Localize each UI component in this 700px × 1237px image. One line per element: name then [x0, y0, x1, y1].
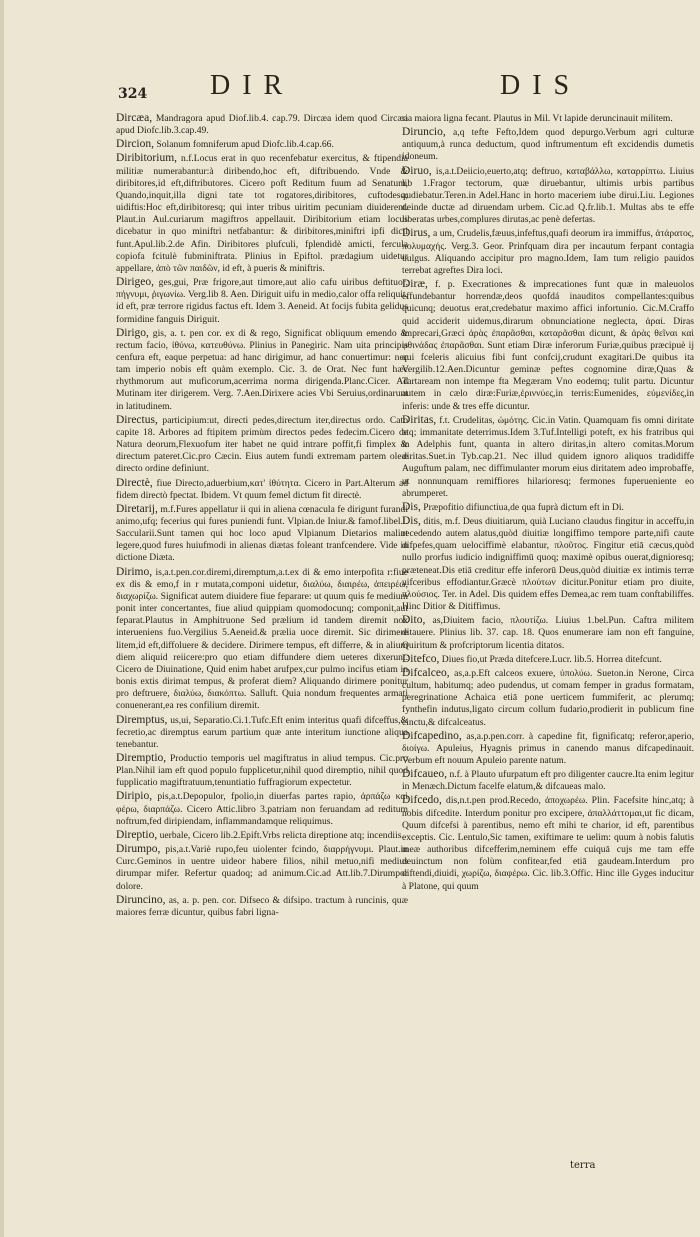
- dictionary-entry: [402, 165, 694, 227]
- dictionary-entry: [402, 768, 694, 793]
- entry-text: Solanum fomniferum apud Diofc.lib.4.cap.66.: [156, 139, 334, 151]
- entry-text: ditis, m.f. Deus diuitiarum, quià Luciano claudus fingitur in acceffu,in recedendo autem alatus,quòd diuitiæ longiffimo tempore parte,nifi caute difpefes,quam uelociffimè elabantur, πλοῦτος. Fingitur etiā cæcus,quòd nullo prorfus iudicio indigniffimū quoq; maximè opibus ouerat,dignioresq; præteneat.Dis etiā creditur effe inferorū Deus,quòd diuitiæ ex intimis terræ uifceribus effodiantur.Græcè πλούτων dicitur.Ponitur etiam pro diuite, πλούσιος. Ter. in Adel. Dis quidem effes Demea,ac rem tuam conftabiliffes. Hinc Ditior & Ditiffimus.: [402, 516, 694, 613]
- entry-headword: Direptio,: [116, 828, 158, 841]
- dictionary-entry: [116, 503, 408, 565]
- page-header: [0, 70, 700, 110]
- entry-text: ges,gui, Præ frigore,aut timore,aut alio cafu uiribus deftituor, πήγνυμι, ῥιγωνίω. Verg.lib 8. Aen. Diriguit uifu in medio,calor offa reliquit, id eft, præ terrore rigidus factus eft. Idem 3. Aeneid. At focijs fubita gelidus formidine fanguis Diriguit.: [116, 277, 408, 325]
- dictionary-entry: [116, 752, 408, 789]
- dictionary-entry: [116, 477, 408, 502]
- dictionary-entry: [116, 112, 408, 137]
- dictionary-entry: [402, 112, 694, 125]
- entry-headword: Dircæa,: [116, 112, 153, 124]
- entry-headword: Dirimo,: [116, 565, 153, 578]
- dictionary-entry: [402, 667, 694, 729]
- entry-headword: Difcedo,: [402, 794, 442, 807]
- entry-text: as,a.p.pen.corr. à capedine fit, fignificatq; referor,aperio, διοίγω. Apuleius, Hyagnis primus in canendo manus difcapedinauit. Verbum eft nouum Apuleio parente natum.: [402, 730, 694, 766]
- dictionary-entry: [402, 227, 694, 277]
- dictionary-entry: [116, 829, 408, 842]
- dictionary-entry: [402, 278, 694, 413]
- entry-text: is,a.t.Deiicio,euerto,atq; deftruo, καταβάλλω, καταρρίπτω. Liuius lib 1.Fragor tectorum, quæ diruebantur, ultimis urbis partibus audiebatur.Teren.in Adel.Hanc in horto maceriem iube dirui.Liu. Legiones deinde ductæ ad diruendam urbem. Cic.ad Q.fr.lib.1. Multas abs te effe liberatas urbes,complures dirutas,ac penè defertas.: [402, 165, 694, 226]
- entry-headword: Directè,: [116, 476, 153, 489]
- dictionary-entry: [116, 327, 408, 413]
- entry-headword: Dis,: [402, 515, 421, 527]
- entry-text: uerbale, Cicero lib.2.Epift.Vrbs relicta direptione atq; incendiis.: [159, 829, 404, 841]
- entry-text: a um, Crudelis,fæuus,infeftus,quafi deorum ira immiffus, ἀτάρατος, πολυμαχής. Verg.3. Geor. Prinfquam dira per incautum ferpant contagia uulgus. Aliquando accipitur pro magno.Idem, Iam tum religio pauidos terrebat agreftes Dira loci.: [402, 228, 694, 276]
- entry-text: participium:ut, directi pedes,directum iter,directus ordo. Cato capite 18. Arbores ad ftipitem primùm directos pedes fedecim.Cicero de Natura deorum,Flexuofum iter habet ne quid intrare poffit,fi fimplex & directum pateret.Cic.pro Cæcin. Eius autem fundi extremam partem oleæ directo ordine definiunt.: [116, 414, 408, 475]
- entry-text: pis,a.t.Depopulor, fpolio,in diuerfas partes rapio, ἀρπάζω καὶ φέρω, διαρπάζω. Cicero Attic.libro 3.patriam non feruandam ad reditum noftrum,fed diripiendam, inflammandamque reliquimus.: [116, 791, 408, 827]
- entry-text: us,ui, Separatio.Ci.1.Tufc.Eft enim interitus quafi difceffus,& fecretio,ac diremptus earum partium quæ ante interitum iunctione aliqua tenebantur.: [116, 714, 408, 750]
- dictionary-entry: [116, 894, 408, 919]
- dictionary-entry: [402, 515, 694, 613]
- entry-headword: Diremptio,: [116, 751, 167, 764]
- dictionary-entry: [116, 714, 408, 751]
- entry-headword: Ditefco,: [402, 652, 440, 665]
- entry-headword: Dirigo,: [116, 326, 149, 339]
- dictionary-entry: [116, 790, 408, 827]
- entry-headword: Dircion,: [116, 138, 155, 151]
- entry-headword: Diruo,: [402, 164, 432, 177]
- left-column: [116, 112, 408, 920]
- entry-headword: Difcalceo,: [402, 666, 450, 679]
- dictionary-entry: [116, 138, 408, 151]
- running-head-left: DIR: [210, 70, 295, 101]
- entry-text: is,a.t.pen.cor.diremi,diremptum,a.t.ex di & emo interpofita r:fiue ex dis & emo,f in r mutata,componi uidetur, διαλύω, διαιρέω, ἀπειρέω, διαχωρίζω. Significat autem diuidere fiue feparare: ut quum quis fe medium ponit inter concertantes, fiue aliud quippiam quomodocunq; componit,aut feparat.Plautus in Amphitruone Sed prælium id tandem diremit nox interueniens fuo.Vergilius 5.Aeneid.& prælia uoce diremit. Sic dirimere litem,id eft,diffoluere & decidere. Dirimere tempus, eft differre, & in alium diem aliquid reiicere:pro quo etiam diffundere diem ueteres dixerunt. Cicero de Diuinatione, Quid enim habet arufpex,cur pulmo incifus etiam in bonis extis dirimat tempus, & proferat diem? Aliquando dirimere ponitur pro deftruere, διαλύω, διακόπτω. Salluft. Quia nondum frequentes armati conuenerant,ea res confilium diremit.: [116, 566, 408, 712]
- entry-headword: Diruncio,: [402, 126, 446, 139]
- dictionary-entry: [116, 566, 408, 713]
- entry-headword: Diremptus,: [116, 713, 168, 726]
- dictionary-entry: [402, 730, 694, 767]
- dictionary-entry: [402, 653, 694, 666]
- entry-headword: Dirus,: [402, 227, 431, 240]
- dictionary-entry: [402, 794, 694, 892]
- entry-headword: Diretarij,: [116, 502, 158, 515]
- entry-text: gis, a. t. pen cor. ex di & rego, Significat obliquum emendo & rectum facio, ἰθύνω, κατευθύνω. Plinius in Panegiric. Nam uita principis cenfura eft, eaque perpetua: ad hanc dirigimur, ad hanc conuertimur: nec tam imperio nobis eft quàm exemplo. Cic. 3. de Orat. Nec funt hæc rhythmorum aut muficorum,acerrima norma dirigenda.Planc.Cicer. Ad Mutinam iter dirigerem. Verg. 7.Aen.Dirixere acies Vbi Seruius,ordinarunt in latitudinem.: [116, 327, 408, 412]
- dictionary-entry: [116, 276, 408, 326]
- dictionary-entry: [402, 614, 694, 651]
- entry-headword: Diritas,: [402, 413, 437, 426]
- entry-text: as, a. p. pen. cor. Difseco & difsipo. tractum à runcinis, quæ maiores ferræ dicuntur, quibus fabri ligna-: [116, 894, 409, 918]
- page-number: 324: [118, 86, 148, 102]
- running-head-right: DIS: [500, 70, 582, 101]
- entry-text: f.t. Crudelitas, ὠμότης. Cic.in Vatin. Quamquam fis omni diritate atq; immanitate deterrimus.Idem 3.Tuf.Intelligi poteft, ex his fratribus qui in Adelphis funt, quanta in altero diritas,in altero comitas.Morum diritas.Suet.in Tyb.cap.21. Nec illud quidem ignoro aliquos tradidiffe Auguftum palam, nec diffimulanter morum eius diritatem adeo improbaffe, ut nonnunquam remiffiores hilarioresq; fermones fuperueniente eo abrumperet.: [402, 414, 694, 499]
- entry-text: as,Diuitem facio, πλουτίζω. Liuius 1.bel.Pun. Caftra militem ditauere. Plinius lib. 37. cap. 18. Quos enumerare iam non eft fanguine, Quiritum & profcriptorum licentia ditatos.: [402, 615, 694, 651]
- entry-text: n.f. à Plauto ufurpatum eft pro diligenter caucre.Ita enim legitur in Menæch.Dictum facelfe elatum,& difcaueas malo.: [402, 769, 694, 793]
- entry-headword: Difcapedino,: [402, 729, 462, 742]
- right-column: [402, 112, 694, 894]
- entry-text: n.f.Locus erat in quo recenfebatur exercitus, & ftipendia militiæ numerabantur:à diribendo,hoc eft, diftribuendo. Vnde & diribitores,id eft,diftributores. Cicero poft Reditum fuum ad Senatum, Quando,inquit,illa digni tate tot rogatores,diribitores, cuftodesq; uidiftis:Hoc eft,diribitoresq; qui inter tribus uiritim pecuniam diuiderent. Plaut.in Aul.curiarum magiftros appellauit. Diribitorium etiam locus dicebatur in quo miniftri netfabantur: & diribitores,miniftri ipfi dicti funt.Apul.lib.2.de Afin. Diribitores plufculi, fplendidè amicti, fercula copiofa fcitulè fubminiftrata. Plinius in Epiftol. prædagium uidetur appellare, ἀπὸ τῶν παιδῶν, id eft, à pueris & miniftris.: [116, 153, 408, 274]
- entry-headword: Diruncino,: [116, 893, 166, 906]
- entry-text: f. p. Execrationes & imprecationes funt quæ in maleuolos effundebantur horrendæ,deos quofdá inauditos compellantes:quibus quicunq; deuotus erat,credebatur maximo affici infortunio. Cic.M.Craffo quid acciderit uidemus,dirarum obnunciatione neglecta, ἀραί. Diras imprecari,Græci ἀρὰς ἐπαρᾶσθαι, καταρᾶσθαι dicunt, & ἀρὰς θεῖναι καὶ φθινάδας ἐπαρᾶσθαι. Sunt etiam Diræ inferorum Furiæ,quibus præcipuè ij qui fceleris alicuius fibi funt confcij,crudunt exagitari.De quibus ita Vergilib.12.Aen.Dicuntur geminæ peftes cognomine diræ,Quas & Tartaream non intempe fta Megæram Vno eodemq; tulit partu. Dicuntur autem in cælo diræ:Furiæ,ἐριννύες,in terris:Eumenides, εὐμενίδες,in inferis: unde & tres effe dicuntur.: [402, 279, 694, 412]
- entry-headword: Diripio,: [116, 790, 153, 803]
- entry-text: as,a.p.Eft calceos exuere, ὑπολύω. Sueton.in Nerone, Circa cultum, habitumq; adeo pudendus, ut comam femper in gradus formatam, peregrinatione Achaica etiā pone uerticem fummiferit, ac plerumq; fynthefin indutus,ligato circum collum fudario,prodierit in publicum fine cinctu,& difcalceatus.: [402, 667, 694, 728]
- entry-text: Præpofitio difiunctiua,de qua fuprà dictum eft in Di.: [423, 501, 624, 513]
- entry-text: Diues fio,ut Præda ditefcere.Lucr. lib.5. Horrea ditefcunt.: [441, 653, 662, 665]
- entry-headword: Dirumpo,: [116, 843, 161, 856]
- entry-text: Productio temporis uel magiftratus in aliud tempus. Cic.pro Plan.Nihil iam eft quod populo fupplicetur,nihil quod diremptio, nihil quod fupplicatio magiftratuum,tenuntiatio fuffragiorum expectetur.: [116, 752, 408, 789]
- entry-headword: Dis,: [402, 500, 421, 513]
- dictionary-entry: [116, 414, 408, 476]
- entry-text: dis,n.t.pen prod.Recedo, ἀποχωρέω. Plin. Facefsite hinc,atq; à nobis difcedite. Interdum ponitur pro excipere, ἀπαλλάττομαι,ut fic dicam, Quum difcefsi à parentibus, nemo eft mihi te charior, id eft, parentibus exceptis. Cic. Lentulo,Sic tamen, exiftimare te uelim: quum à nobis falutis meæ authoribus difcefferim,neminem effe cuiquā cujs me tam effe deuinctum non folùm confitear,fed etiā gaudeam.Interdum pro diftendi,diuidi, χωρίζω, διαφέρω. Cic. lib.3.Offic. Hinc ille Gyges inducitur à Platone, qui quum: [402, 795, 694, 892]
- entry-text: a,q tefte Fefto,Idem quod depurgo.Verbum agri culturæ antiquum,à runca deductum, quod inftrumentum eft excidendis dumetis idoneum.: [402, 127, 694, 163]
- dictionary-entry: [402, 501, 694, 514]
- entry-text: pis,a.t.Variè rupo,feu uiolenter fcindo, διαρρήγνυμι. Plaut.in Curc.Geminos in uentre uideor habere filios, nihil metuo,nifi medius dirumpar mifer. Refertur quadoq; ad animum.Cic.ad Att.lib.7.Dirumpor dolore.: [116, 844, 408, 892]
- entry-text: ria maiora ligna fecant. Plautus in Mil. Vt lapide deruncinauit militem.: [402, 113, 673, 124]
- entry-text: fiue Directo,aduerbium,κατ' ἰθύτητα. Cicero in Part.Alterum ad fidem directò fpectat. Ibidem. Vt quum femel dictum fit directè.: [116, 477, 408, 501]
- entry-text: m.f.Fures appellatur ii qui in aliena cœnacula fe dirigunt furandi animo,ufq; fecerius qui fures puniendi funt. Vlpian.de Iniur.& famof.libel.l. Saccularii.Sunt tamen qui hoc loco apud Vlpianum Dietarios malint legere,quod fures huiufmodi in alienas diætas foleant tranfcendere. Vide in dictione Diæta.: [116, 503, 408, 564]
- dictionary-entry: [402, 126, 694, 163]
- catchword: terra: [570, 1160, 596, 1171]
- dictionary-entry: [116, 152, 408, 275]
- entry-headword: Dirigeo,: [116, 276, 155, 289]
- entry-headword: Directus,: [116, 413, 158, 426]
- entry-text: Mandragora apud Diof.lib.4. cap.79. Dircæa idem quod Circæa apud Diofc.lib.3.cap.49.: [116, 113, 408, 137]
- dictionary-entry: [116, 843, 408, 893]
- entry-headword: Dito,: [402, 614, 426, 627]
- page-edge: [0, 0, 4, 1237]
- entry-headword: Diribitorium,: [116, 152, 178, 165]
- dictionary-entry: [402, 414, 694, 500]
- entry-headword: Diræ,: [402, 278, 428, 291]
- entry-headword: Difcaueo,: [402, 768, 448, 781]
